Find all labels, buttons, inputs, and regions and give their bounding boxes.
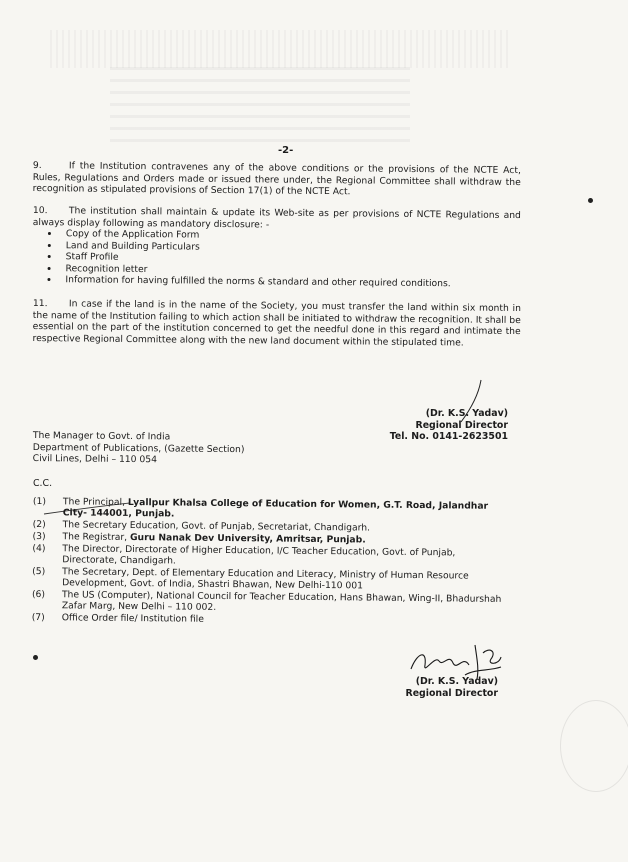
cc-item-text: The Principal, [62, 496, 128, 508]
cc-item-number: (1) [32, 496, 47, 508]
paragraph-text: In case if the land is in the name of the Society, you must transfer the land within six month in the name of the Institution failing to which action shall be initiated to withdraw the recognition. It shall be essential on the part of the institution concerned to get the needful done in this regard and intimate the respective Regional Committee along with the new land document within the stipulated time. [32, 298, 521, 349]
mandatory-disclosure-list [45, 228, 451, 290]
scan-speck [33, 655, 38, 660]
page-number: -2- [278, 145, 294, 156]
cc-item-number: (4) [32, 542, 46, 554]
signatory-footer-block [395, 676, 498, 699]
signatory-footer-title: Regional Director [405, 687, 498, 699]
cc-item-number: (3) [32, 530, 46, 543]
paragraph-text: If the Institution contravenes any of the above conditions or the provisions of the NCTE Act, Rules, Regulations and Orders made or issued there under, the Regional Committee shall withdraw the recognition as stipulated provisions of Section 17(1) of the NCTE Act. [32, 160, 521, 198]
paragraph-9 [33, 160, 521, 200]
addressee-line: The Manager to Govt. of India [32, 430, 171, 443]
disclosure-item: • Land and Building Particulars [60, 240, 451, 256]
disclosure-item: • Information for having fulfilled the norms & standard and other required conditions. [59, 274, 450, 290]
cc-item-number: (7) [31, 611, 45, 624]
addressee-line: Department of Publications, (Gazette Section) [32, 441, 245, 455]
signatory-footer-name: (Dr. K.S. Yadav) [415, 676, 498, 687]
cc-recipient-list [32, 496, 508, 629]
cc-item-text: The Secretary Education, Govt. of Punjab, Secretariat, Chandigarh. [62, 519, 371, 534]
signatory-name: (Dr. K.S. Yadav) [425, 408, 508, 419]
cc-item-number: (2) [32, 519, 46, 531]
disclosure-item: • Staff Profile [60, 251, 451, 267]
cc-item-text: The Director, Directorate of Higher Education, I/C Teacher Education, Govt. of Punjab, Directorate, Chandigarh. [62, 542, 456, 567]
paragraph-number: 11. [32, 298, 48, 310]
cc-item-bold-text: Guru Nanak Dev University, Amritsar, Punjab. [129, 531, 366, 546]
cc-item-text: The Secretary, Dept. of Elementary Education and Literacy, Ministry of Human Resource Development, Govt. of India, Shastri Bhawan, New Delhi-110 001 [62, 566, 469, 592]
paragraph-number: 9. [32, 160, 42, 172]
signatory-title: Regional Director [415, 419, 508, 431]
cc-item-bold-text: Lyallpur Khalsa College of Education for Women, G.T. Road, Jalandhar City- 144001, Punjab. [62, 496, 489, 520]
disclosure-item: • Recognition letter [60, 263, 451, 279]
paragraph-text: The institution shall maintain & update its Web-site as per provisions of NCTE Regulations and always display following as mandatory disclosure: - [32, 205, 521, 230]
addressee-line: Civil Lines, Delhi – 110 054 [32, 452, 158, 466]
cc-item-number: (6) [31, 588, 46, 601]
paragraph-11 [33, 298, 521, 349]
signatory-phone: Tel. No. 0141-2623501 [389, 431, 508, 442]
scan-speck [588, 198, 593, 203]
cc-item-text: The Registrar, [62, 531, 131, 543]
paragraph-number: 10. [32, 205, 48, 217]
disclosure-item: • Copy of the Application Form [60, 228, 451, 244]
cc-item-number: (5) [32, 565, 46, 577]
cc-item-text: The US (Computer), National Council for Teacher Education, Hans Bhawan, Wing-II, Bhadurshah Zafar Marg, New Delhi – 110 002. [61, 589, 502, 614]
cc-item-text: Office Order file/ Institution file [61, 612, 204, 625]
faint-stamp [560, 700, 628, 792]
bleed-through-text [110, 62, 410, 142]
cc-label: C.C. [33, 478, 53, 489]
addressee-block [33, 430, 245, 467]
signatory-block [380, 408, 508, 443]
